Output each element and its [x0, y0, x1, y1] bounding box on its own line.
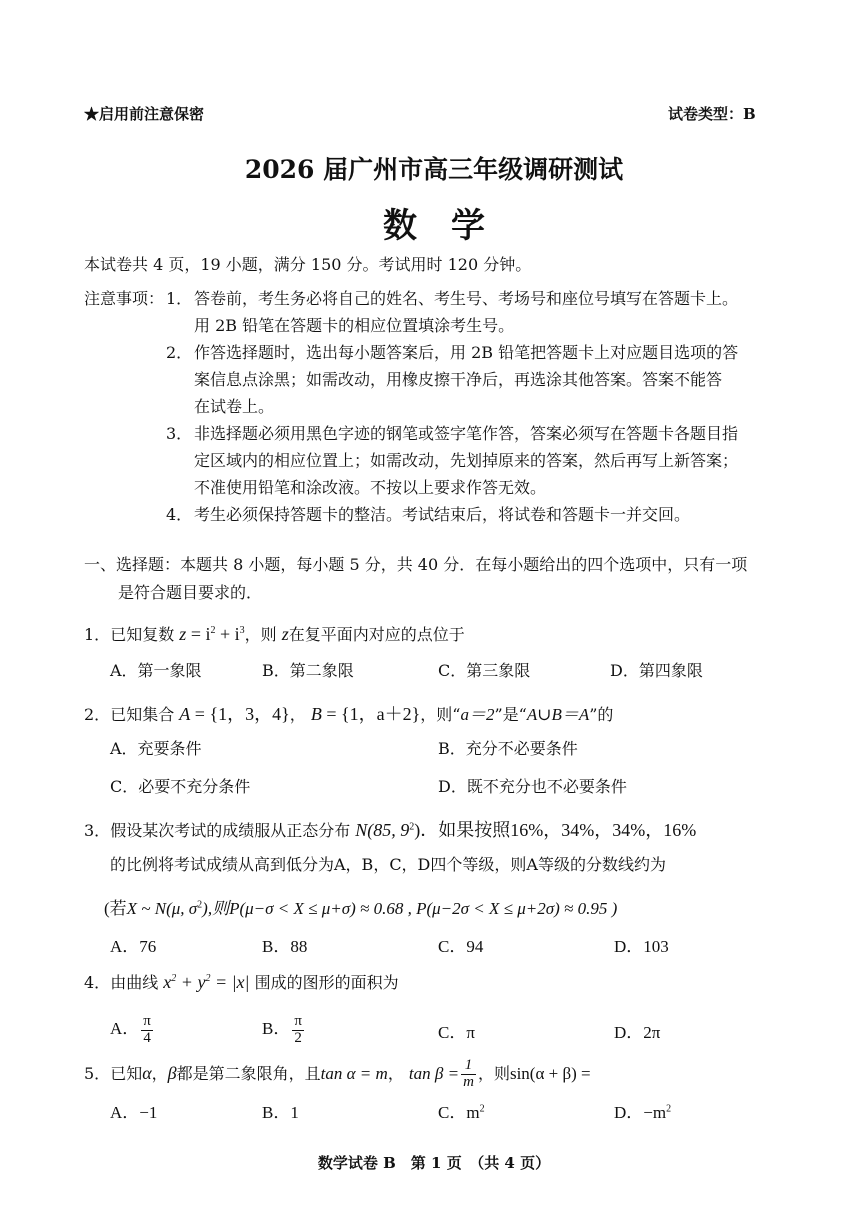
set-a: {1，3，4} — [209, 704, 290, 724]
fraction-numerator: π — [143, 1013, 151, 1029]
question-text: ”是“ — [494, 705, 527, 724]
normal-distribution: N(85, 9 — [355, 820, 410, 840]
option-a: A．76 — [110, 937, 157, 956]
fraction-denominator: 4 — [143, 1029, 151, 1046]
question-number: 5． — [84, 1063, 111, 1083]
fraction — [461, 1058, 476, 1091]
set-b: {1，a＋2} — [340, 704, 421, 724]
option-c: C．第三象限 — [438, 661, 531, 680]
option-d: D．$-m^2$ — [614, 1103, 672, 1122]
condition: a＝2 — [460, 705, 495, 724]
union-condition: A∪B＝A — [526, 705, 590, 724]
question-text: ．如果按照16%，34%，34%，16% — [420, 820, 697, 840]
question-number: 2． — [84, 705, 111, 724]
option-label: C． — [438, 1023, 467, 1042]
option-value: 2π — [643, 1023, 661, 1042]
paper-type-label: 试卷类型：B — [668, 105, 756, 123]
option-b: B．第二象限 — [262, 661, 354, 680]
fraction-denominator: m — [463, 1073, 474, 1090]
alpha-symbol: α — [142, 1062, 152, 1083]
question-text: ， — [151, 1063, 168, 1083]
question-3-line-2: 的比例将考试成绩从高到低分为A，B，C，D四个等级，则A等级的分数线约为 — [110, 855, 666, 874]
option-b: B．1 — [262, 1103, 299, 1122]
formula: z — [179, 624, 187, 644]
option-value: C．m — [438, 1103, 480, 1122]
option-d: D．第四象限 — [610, 661, 703, 680]
fraction — [292, 1014, 304, 1047]
question-3: 3．假设某次考试的成绩服从正态分布 N(85, $9^2$)．如果按照16%，34%，34%，16% — [84, 820, 697, 840]
option-d: D．103 — [614, 937, 669, 956]
page-footer: 数学试卷 B 第 1 页 （共 4 页） — [317, 1154, 551, 1172]
formula: tan α = m — [320, 1063, 388, 1083]
question-text: 已知集合 — [110, 705, 175, 724]
hint-formula: ),则P(μ−σ < X ≤ μ+σ) ≈ 0.68 , P(μ−2σ < X ≤ μ+2σ) ≈ 0.95 ) — [202, 899, 618, 918]
formula: $x^2 + y^2 = |x|$ — [163, 972, 250, 992]
notice-item-2-num: 2． — [166, 343, 193, 362]
fraction-numerator: 1 — [461, 1058, 476, 1075]
notice-item-4-line: 考生必须保持答题卡的整洁。考试结束后，将试卷和答题卡一并交回。 — [194, 505, 691, 524]
notice-item-2-line: 作答选择题时，选出每小题答案后，用 2B 铅笔把答题卡上对应题目选项的答 — [194, 343, 739, 362]
question-text: ”的 — [589, 705, 614, 724]
option-c — [438, 1018, 475, 1043]
question-text: 已知 — [110, 1063, 143, 1083]
option-a: A．充要条件 — [110, 739, 202, 758]
option-c: C．必要不充分条件 — [110, 777, 251, 796]
confidential-label: ★启用前注意保密 — [84, 105, 205, 123]
hint-text: (若 — [104, 899, 127, 918]
option-d — [614, 1018, 660, 1043]
beta-symbol: β — [167, 1062, 177, 1083]
question-text: 都是第二象限角，且 — [176, 1063, 321, 1083]
option-b: B．88 — [262, 937, 308, 956]
option-b: B．充分不必要条件 — [438, 739, 578, 758]
section-heading: 一、选择题：本题共 8 小题，每小题 5 分，共 40 分．在每小题给出的四个选项中，只有一项 — [84, 555, 748, 574]
notice-item-1-line: 用 2B 铅笔在答题卡的相应位置填涂考生号。 — [194, 316, 515, 335]
option-d: D．既不充分也不必要条件 — [438, 777, 627, 796]
question-text: ，则“ — [420, 705, 461, 724]
question-4 — [84, 970, 399, 993]
notice-item-2-line: 案信息点涂黑；如需改动，用橡皮擦干净后，再选涂其他答案。答案不能答 — [194, 370, 723, 389]
question-text: ，则 — [477, 1063, 510, 1083]
option-b — [262, 1014, 306, 1047]
notice-item-1-line: 答卷前，考生务必将自己的姓名、考生号、考场号和座位号填写在答题卡上。 — [194, 289, 739, 308]
notice-label: 注意事项： — [84, 289, 165, 308]
option-value: D．−m — [614, 1103, 667, 1122]
option-label: A． — [110, 1019, 140, 1039]
question-number: 1． — [84, 625, 111, 644]
section-heading-cont: 是符合题目要求的． — [118, 583, 263, 602]
question-3-hint: (若X ~ N(μ, $\sigma^2$),则P(μ−σ < X ≤ μ+σ) ≈ 0.68 , P(μ−2σ < X ≤ μ+2σ) ≈ 0.95 ) — [104, 899, 618, 918]
question-1: 1．已知复数 $z = i^2 + i^3$，则 z在复平面内对应的点位于 — [84, 624, 465, 644]
option-label: D． — [614, 1023, 644, 1042]
question-2: 2．已知集合 A = {1，3，4}， B = {1，a＋2}，则“a＝2”是“A∪B＝A”的 — [84, 704, 614, 724]
notice-item-3-num: 3． — [166, 424, 193, 443]
option-a — [110, 1014, 155, 1047]
question-text: 由曲线 — [110, 973, 159, 992]
exam-intro: 本试卷共 4 页，19 小题，满分 150 分。考试用时 120 分钟。 — [84, 255, 532, 274]
option-c: C．94 — [438, 937, 484, 956]
option-a: A．第一象限 — [110, 661, 202, 680]
option-value: π — [466, 1023, 475, 1042]
formula: sin(α + β) = — [509, 1063, 591, 1083]
question-text: 在复平面内对应的点位于 — [288, 625, 465, 644]
notice-item-3-line: 定区域内的相应位置上；如需改动，先划掉原来的答案，然后再写上新答案； — [194, 451, 739, 470]
question-5 — [84, 1058, 591, 1091]
option-label: B． — [262, 1019, 291, 1039]
question-text: ，则 — [244, 625, 277, 644]
hint-formula: X ~ N(μ, σ — [126, 899, 198, 918]
exam-title: 2026 届广州市高三年级调研测试 — [244, 155, 624, 184]
notice-item-2-line: 在试卷上。 — [194, 397, 275, 416]
fraction — [141, 1014, 153, 1047]
notice-item-3-line: 不准使用铅笔和涂改液。不按以上要求作答无效。 — [194, 478, 547, 497]
notice-item-3-line: 非选择题必须用黑色字迹的钢笔或签字笔作答，答案必须写在答题卡各题目指 — [194, 424, 739, 443]
question-number: 4． — [84, 973, 111, 992]
fraction-denominator: 2 — [294, 1029, 302, 1046]
question-text: ， — [387, 1063, 404, 1083]
formula: tan β = — [408, 1063, 460, 1083]
notice-item-4-num: 4． — [166, 505, 193, 524]
subject-title: 数 学 — [383, 206, 485, 246]
fraction-numerator: π — [294, 1013, 302, 1029]
question-text: 围成的图形的面积为 — [254, 973, 399, 992]
question-text: 假设某次考试的成绩服从正态分布 — [110, 821, 351, 840]
question-number: 3． — [84, 821, 111, 840]
notice-item-1-num: 1． — [166, 289, 193, 308]
option-a: A．−1 — [110, 1103, 158, 1122]
option-c: C．$m^2$ — [438, 1103, 485, 1122]
question-text: 已知复数 — [110, 625, 175, 644]
